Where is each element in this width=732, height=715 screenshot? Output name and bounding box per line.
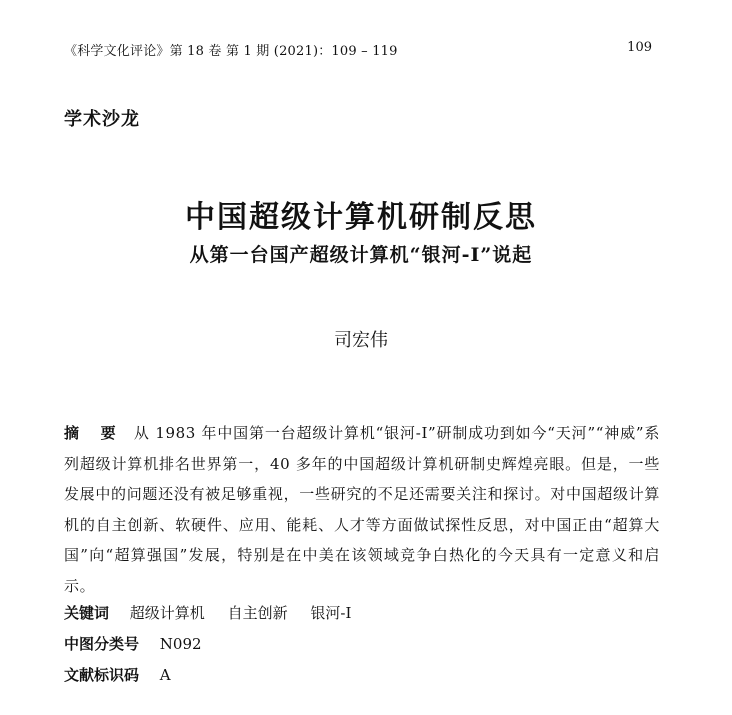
article-title: 中国超级计算机研制反思 [185,200,537,235]
page-number: 109 [627,40,652,55]
document-code-label: 文献标识码 [64,666,140,684]
classification-value: N092 [159,635,202,653]
document-code-value: A [159,666,171,684]
document-code-line [64,664,171,685]
keyword-item: 银河-I [310,604,352,622]
running-head: 《科学文化评论》第 18 卷 第 1 期 (2021)：109 – 119 [64,44,398,59]
abstract-label: 摘 要 [64,424,124,442]
abstract [64,418,660,601]
classification-label: 中图分类号 [64,635,140,653]
keyword-item: 自主创新 [227,604,288,622]
keywords-label: 关键词 [64,604,110,622]
article-subtitle: 从第一台国产超级计算机“银河-I”说起 [189,244,533,266]
abstract-text: 从 1983 年中国第一台超级计算机“银河-I”研制成功到如今“天河”“神威”系列超级计算机排名世界第一，40 多年的中国超级计算机研制史辉煌亮眼。但是，一些发展中的问题还没有被足够重视，一些研究的不足还需要关注和探讨。对中国超级计算机的自主创新、软硬件、应用、能耗、人才等方面做试探性反思，对中国正由“超算大国”向“超算强国”发展，特别是在中美在该领域竞争白热化的今天具有一定意义和启示。 [64,424,660,595]
section-label: 学术沙龙 [64,109,140,130]
author-name: 司宏伟 [334,330,388,351]
keywords-line [64,602,351,623]
classification-line [64,633,202,654]
keyword-item: 超级计算机 [129,604,205,622]
